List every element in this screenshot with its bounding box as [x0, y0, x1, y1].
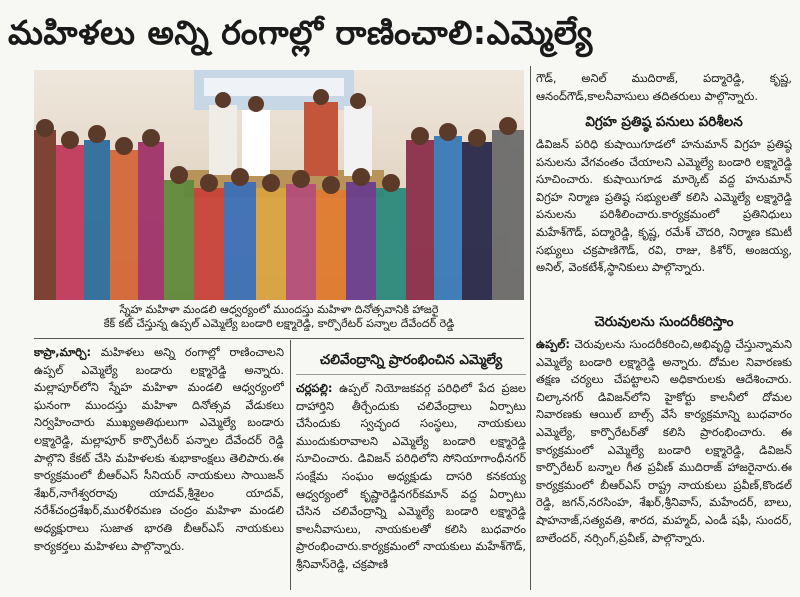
story-left-dateline: కాప్రా,మార్చి: [34, 345, 92, 359]
caption-divider [34, 338, 524, 339]
caption-line-2: కేక్ కట్ చేస్తున్న ఉప్పల్ ఎమ్మెల్యే బండారి లక్ష్మారెడ్డి, కార్పొరేటర్ పన్నాల దేవేందర్ రెడ్డి [103, 317, 455, 330]
story-left-body: మహిళలు అన్ని రంగాల్లో రాణించాలని ఉప్పల్ ఎమ్మెల్యే బండారు లక్ష్మారెడ్డి అన్నారు. మల్లాపూర్‌లోని స్నేహ మహిళా మండలి ఆధ్వర్యంలో ఘనంగా ముందస్తు మహిళా దినోత్సవ వేడుకలు నిర్వహించారు ముఖ్యఅతిథులుగా ఎమ్మెల్యే బండారు లక్ష్మారెడ్డి, మల్లాపూర్ కార్పొరేటర్ పన్నాల దేవేందర్ రెడ్డి పాల్గొని కేకట్ చేసి మహిళలకు శుభాకాంక్షలు తెలిపారు.ఈ కార్యక్రమంలో బీఆర్ఎస్ సీనియర్ నాయకులు సాయిజన్ శేఖర్,నాగేశ్వరరావు యాదవ్,శ్రీశైలం యాదవ్, నరేశ్‌చంద్రశేఖర్,మురళీరమణ చంద్రం మహిళా మండలి అధ్యక్షురాలు సుజాత భారతి బీఆర్ఎస్ నాయకులు కార్యకర్తలు మహిళలు పాల్గొన్నారు. [34, 345, 284, 553]
story-right-body-1 [536, 136, 792, 308]
photo-caption [34, 303, 524, 331]
middle-subheading-rule [296, 374, 526, 375]
story-right-body-2 [536, 336, 792, 594]
caption-line-1: స్నేహ మహిళా మండలి ఆధ్వర్యంలో ముందస్తు మహిళా దినోత్సవానికి హాజరై [119, 303, 439, 316]
story-middle-body: ఉప్పల్ నియోజకవర్గ పరిధిలో పేద ప్రజల దాహార్తిని తీర్చేందుకు చలివేంద్రాలు ఏర్పాటు చేసేందుకు స్వచ్ఛంద సంస్థలు, నాయకులు ముందుకురావాలని ఎమ్మెల్యే బండారి లక్ష్మారెడ్డి సూచించారు. డివిజన్ పరిధిలోని సోనియాగాంధీనగర్ సంక్షేమ సంఘం అధ్యక్షుడు దాసరి కనకయ్య ఆధ్వర్యంలో కృష్ణారెడ్డినగర్‌కమాన్ వద్ద ఏర్పాటు చేసిన చలివేంద్రాన్ని ఎమ్మెల్యే బండారి లక్ష్మారెడ్డి కాలనీవాసులు, నాయకులతో కలిసి బుధవారం ప్రారంభించారు.కార్యక్రమంలో నాయకులు మహేశ్‌గౌడ్, శ్రీనివాస్‌రెడ్డి, చక్రపాణి [296, 381, 526, 571]
story-middle-subheading: చలివేంద్రాన్ని ప్రారంభించిన ఎమ్మెల్యే [319, 352, 503, 368]
story-left-column [34, 344, 284, 594]
story-middle-dateline: చర్లపల్లి: [296, 381, 333, 395]
story-right-dateline-2: ఉప్పల్: [536, 337, 570, 351]
page-headline: మహిళలు అన్ని రంగాల్లో రాణించాలి:ఎమ్మెల్యే [8, 13, 593, 52]
group-photo-image [34, 70, 524, 300]
continuation-text: గౌడ్, అనిల్ ముదిరాజ్, పద్మారెడ్డి, కృష్ణ, ఆనంద్‌గౌడ్,కాలనీవాసులు తదితరులు పాల్గొన్నారు. [536, 71, 792, 103]
story-right-subheading-1: విగ్రహ ప్రతిష్ఠ పనులు పరిశీలన [585, 114, 743, 130]
column-divider-2 [530, 66, 531, 590]
story-right-subheading-2: చెరువులను సుందరీకరిస్తాం [594, 314, 734, 330]
right-body-1-text: డివిజన్ పరిధి కుషాయిగూడలో హనుమాన్ విగ్రహ ప్రతిష్ఠ పనులను వేగవంతం చేయాలని ఎమ్మెల్యే బండారి లక్ష్మారెడ్డి సూచించారు. కుషాయిగూడ మార్కెట్ వద్ద హనుమాన్ విగ్రహ నిర్మాణ ప్రతిష్ఠ సభ్యులతో కలిసి ఎమ్మెల్యే లక్ష్మారెడ్డి పనులను పరిశీలించారు.కార్యక్రమంలో ప్రతినిధులు మహేశ్‌గౌడ్, పద్మారెడ్డి, కృష్ణ, రమేశ్ చౌదరి, నిర్మాణ కమిటీ సభ్యులు చక్రపాణిగౌడ్, రవి, రాజు, కిశోర్, అంజయ్య, అనిల్, వెంకటేశ్,స్థానికులు పాల్గొన్నారు. [536, 137, 792, 275]
story-right-continuation [536, 70, 792, 110]
right-body-2-text: చెరువులను సుందరీకరించి,అభివృద్ధి చేస్తున్నామని ఎమ్మెల్యే బండారి లక్ష్మారెడ్డి అన్నారు. దోమల నివారణకు తక్షణ చర్యలు చేపట్టాలని అధికారులకు ఆదేశించారు. చిల్కానగర్ డివిజన్‌లోని హైకోర్టు కాలనీలో దోమల నివారణకు ఆయిల్ బాల్స్ వేసే కార్యక్రమాన్ని బుధవారం ఎమ్మెల్యే, కార్పొరేటర్‌తో కలిసి ప్రారంభించారు. ఈ కార్యక్రమంలో ఎమ్మెల్యే బండారి లక్ష్మారెడ్డి, డివిజన్ కార్పొరేటర్ బన్నాల గీత ప్రవీణ్ ముదిరాజ్ హాజరైనారు.ఈ కార్యక్రమంలో బీఆర్ఎస్ రాష్ట్ర నాయకులు ప్రవీణ్,కొండల్ రెడ్డి, జగన్,నరసింహ, శేఖర్,శ్రీనివాస్, మహేందర్, బాలు, షాహనాజ్,సత్యవతి, శారద, మహ్మద్, ఎండీ షఫీ, సుందర్, బాలేందర్, నర్సింగ్,ప్రవీణ్, పాల్గొన్నారు. [536, 337, 792, 545]
story-middle-column [296, 380, 526, 594]
news-photo [34, 70, 524, 300]
column-divider-1 [290, 340, 291, 590]
